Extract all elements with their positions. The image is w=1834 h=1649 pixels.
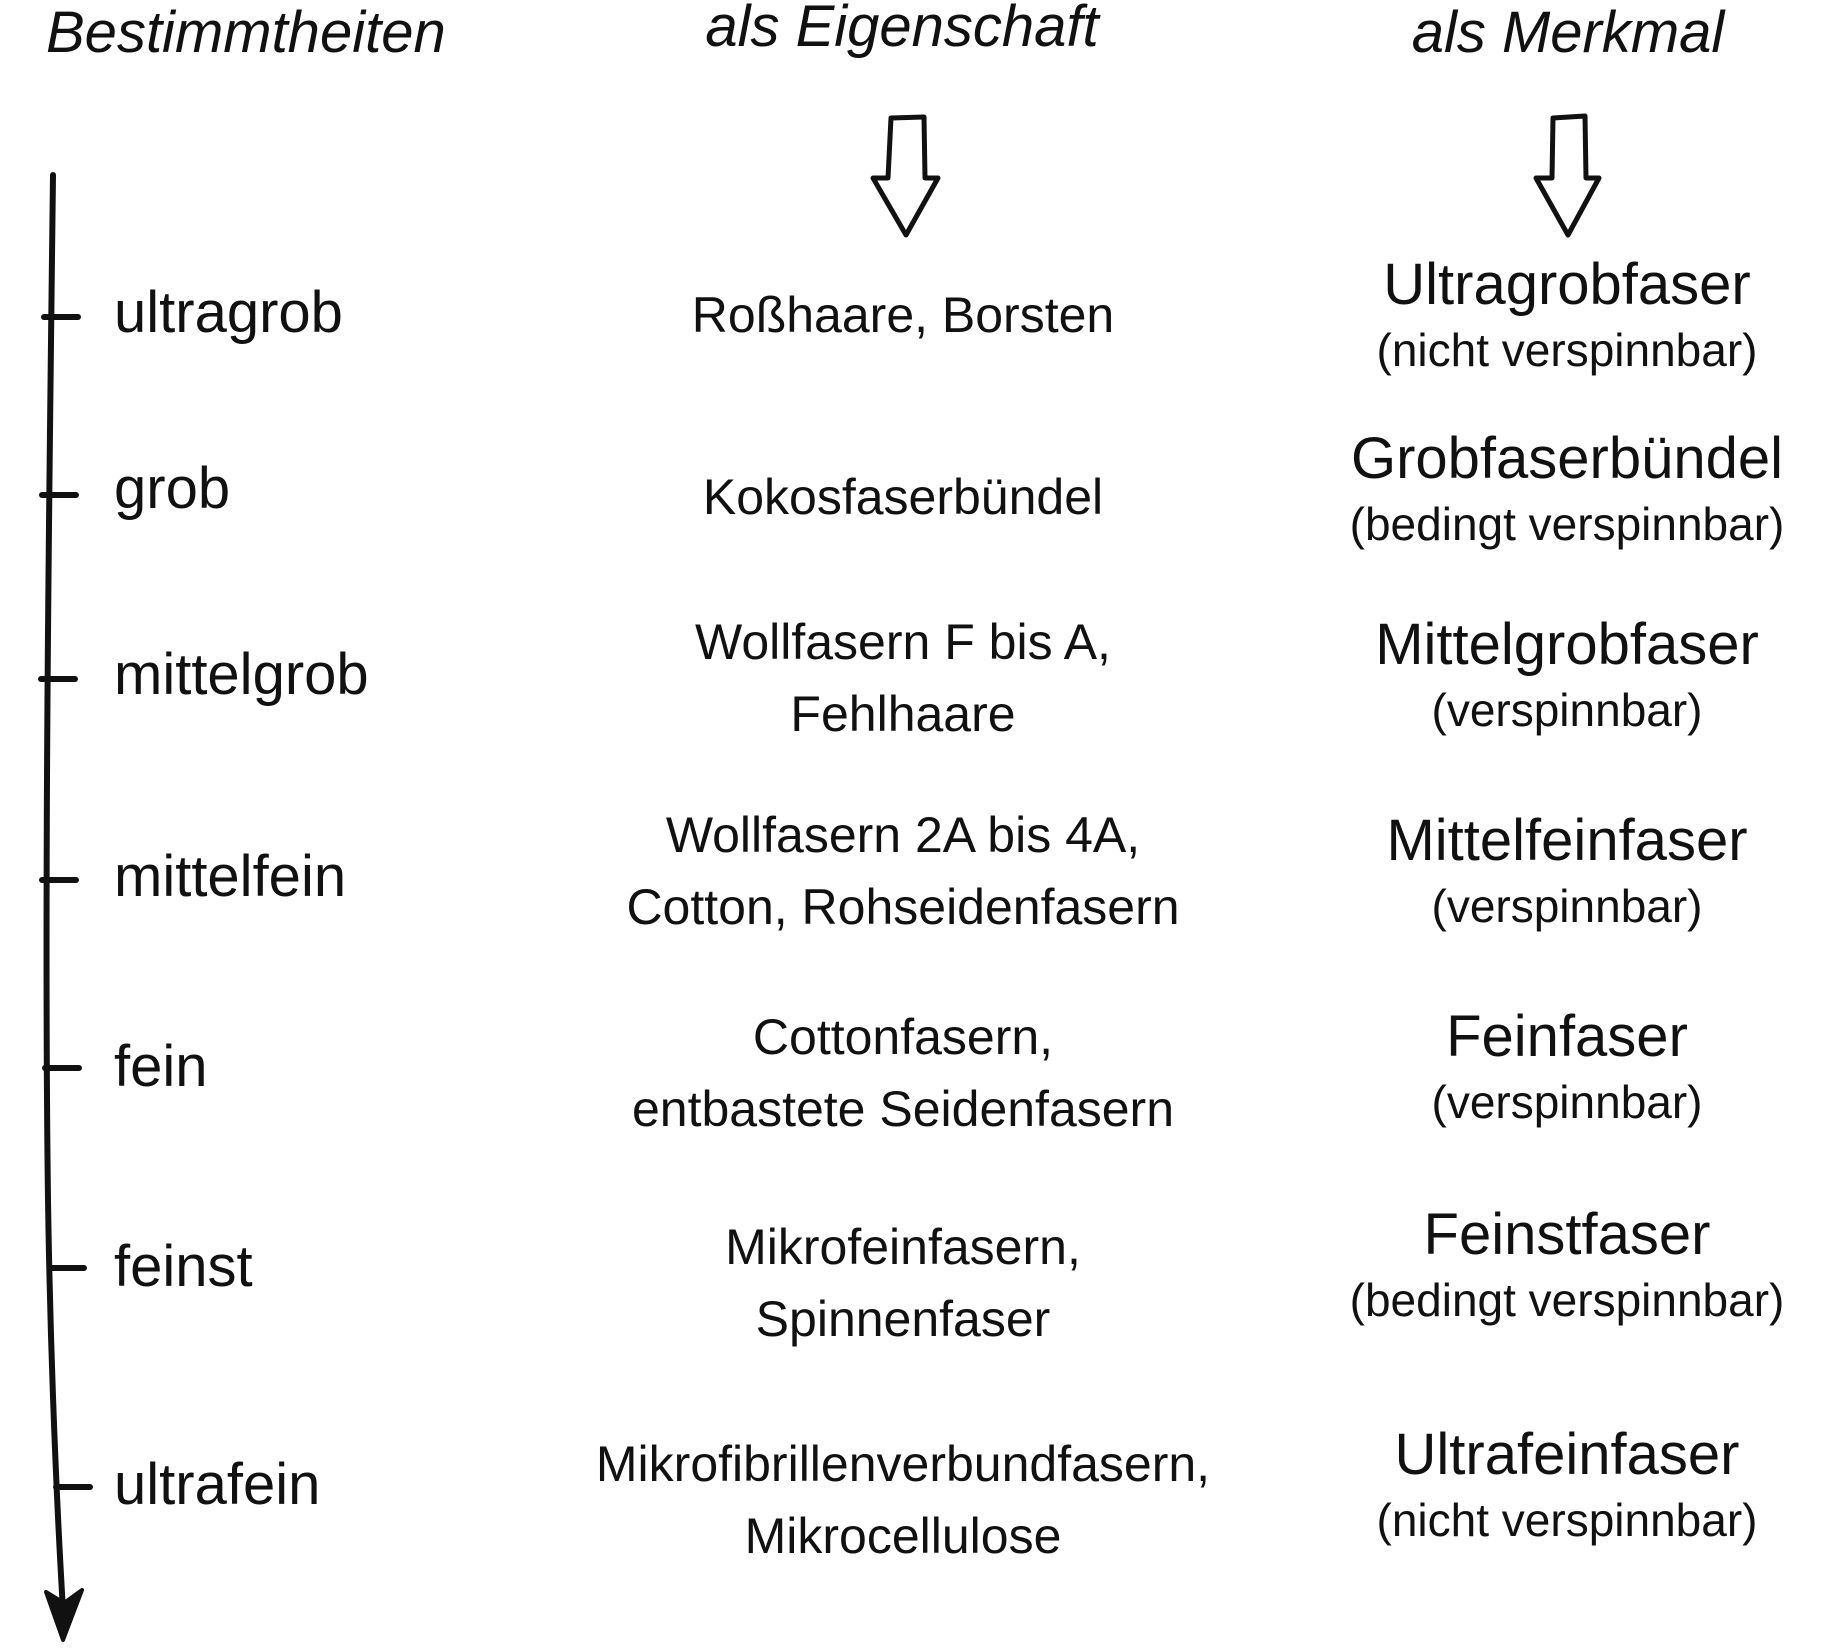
feature-cell [1267,1200,1834,1330]
level-label: mittelfein [114,844,347,909]
header-as-property: als Eigenschaft [705,0,1099,59]
fineness-axis-line [47,175,63,1610]
property-text-line: Wollfasern F bis A, [695,614,1111,670]
spinnability-note: (nicht verspinnbar) [1376,1494,1758,1546]
property-text-line: Spinnenfaser [755,1291,1051,1347]
level-label: mittelgrob [114,642,369,707]
property-text-line: Mikrofeinfasern, [725,1219,1081,1275]
feature-name: Ultragrobfaser [1383,252,1751,317]
property-text-line: Wollfasern 2A bis 4A, [665,807,1141,863]
property-cell [523,1001,1283,1145]
feature-name: Ultrafeinfaser [1394,1422,1740,1487]
feature-cell [1267,1002,1834,1132]
header-as-feature: als Merkmal [1411,0,1725,65]
spinnability-note: (verspinnbar) [1431,684,1703,736]
spinnability-note: (bedingt verspinnbar) [1349,1274,1785,1326]
level-label: grob [114,456,231,521]
feature-name: Feinstfaser [1423,1202,1711,1267]
feature-name: Feinfaser [1446,1004,1688,1069]
feature-name: Mittelfeinfaser [1386,808,1748,873]
feature-cell [1267,250,1834,380]
property-text-line: Cotton, Rohseidenfasern [626,879,1180,935]
feature-name: Mittelgrobfaser [1375,612,1759,677]
property-column-arrow-icon [873,117,938,235]
feature-name: Grobfaserbündel [1350,426,1784,491]
level-label: ultrafein [114,1452,321,1517]
feature-cell [1267,1420,1834,1550]
property-text-line: Mikrocellulose [744,1508,1062,1564]
spinnability-note: (verspinnbar) [1431,880,1703,932]
property-text-line: Fehlhaare [790,686,1016,742]
feature-cell [1267,806,1834,936]
property-cell [523,799,1283,943]
header-determinations: Bestimmtheiten [46,0,446,65]
spinnability-note: (nicht verspinnbar) [1376,324,1758,376]
property-cell [523,461,1283,533]
level-label: feinst [114,1234,253,1299]
feature-cell [1267,610,1834,740]
property-cell [523,1428,1283,1572]
level-label: ultragrob [114,280,343,345]
spinnability-note: (verspinnbar) [1431,1076,1703,1128]
property-cell [523,1211,1283,1355]
property-text-line: Mikrofibrillenverbundfasern, [595,1436,1211,1492]
level-label: fein [114,1034,208,1099]
property-text-line: Cottonfasern, [752,1009,1054,1065]
property-text-line: entbastete Seidenfasern [631,1081,1175,1137]
feature-cell [1267,424,1834,554]
spinnability-note: (bedingt verspinnbar) [1349,498,1785,550]
feature-column-arrow-icon [1536,116,1599,235]
property-cell [523,279,1283,351]
property-text-line: Kokosfaserbündel [702,469,1104,525]
property-cell [523,606,1283,750]
property-text-line: Roßhaare, Borsten [691,287,1115,343]
